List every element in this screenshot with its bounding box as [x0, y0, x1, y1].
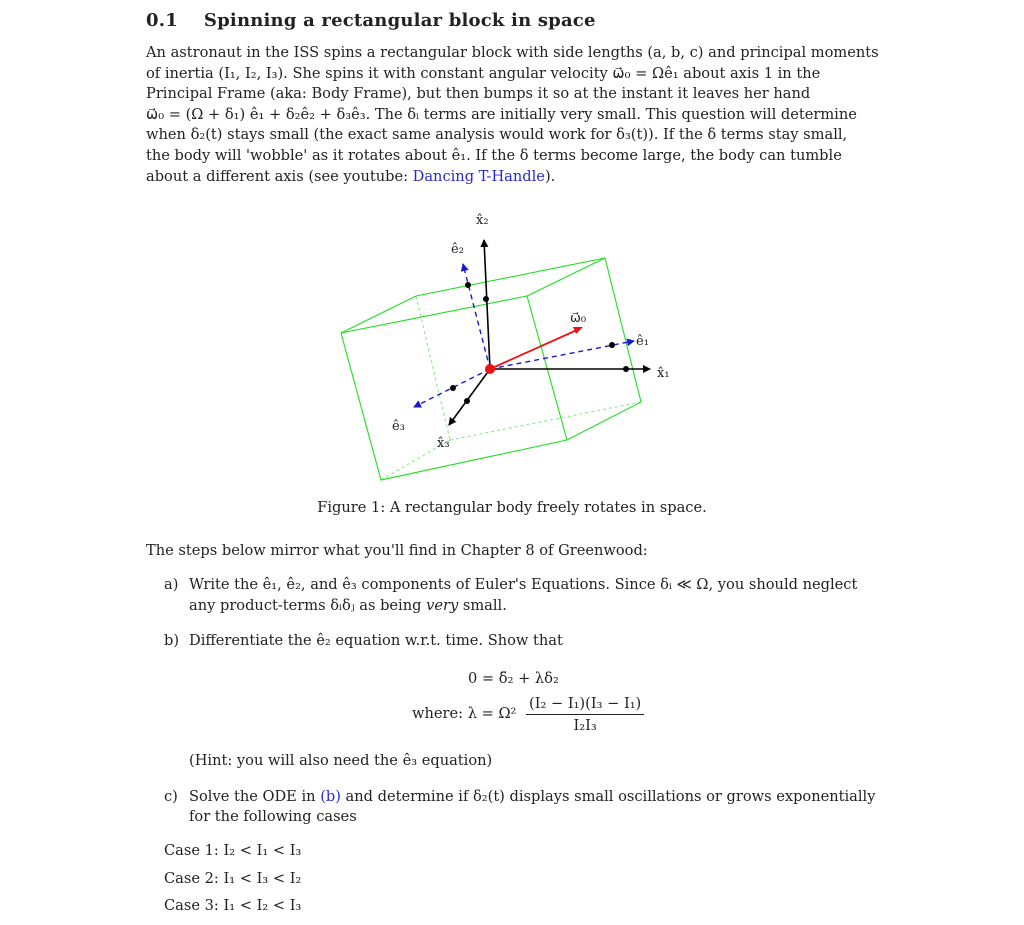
- intro-line: An astronaut in the ISS spins a rectangular block with side lengths (a, b, c) and principal moments: [146, 44, 879, 61]
- intro-line: of inertia (I₁, I₂, I₃). She spins it with constant angular velocity ω⃗₀ = Ωê₁ about axis 1 in the: [146, 64, 821, 82]
- e3-label: ê₃: [392, 419, 405, 434]
- x3-midpoint-dot: [464, 398, 470, 404]
- step-c-line2: for the following cases: [189, 808, 357, 825]
- fraction-numerator: (I₂ − I₁)(I₃ − I₁): [526, 695, 644, 715]
- youtube-link[interactable]: Dancing T-Handle: [412, 167, 545, 185]
- step-b-label: b): [164, 632, 180, 649]
- step-c-line1: [189, 787, 875, 808]
- inertial-axes: [449, 240, 650, 425]
- section-number: 0.1: [146, 10, 178, 31]
- step-c-line1-suffix: and determine if δ₂(t) displays small oscillations or grows exponentially: [340, 788, 876, 805]
- x3-axis: [449, 369, 490, 425]
- equation-lambda-lhs: where: λ = Ω²: [412, 705, 517, 722]
- x1-midpoint-dot: [623, 366, 629, 372]
- intro-line: the body will 'wobble' as it rotates about ê₁. If the δ terms become large, the body can tumble: [146, 146, 842, 164]
- e1-dot: [609, 342, 615, 348]
- intro-line: Principal Frame (aka: Body Frame), but then bumps it so at the instant it leaves her hand: [146, 85, 811, 103]
- step-b-text: Differentiate the ê₂ equation w.r.t. time. Show that: [189, 632, 563, 649]
- step-b-reference-link[interactable]: (b): [320, 788, 341, 805]
- fraction-denominator: I₂I₃: [573, 717, 597, 734]
- x3-label: x̂₃: [437, 436, 450, 451]
- case-3: Case 3: I₁ < I₂ < I₃: [164, 897, 302, 914]
- case-1: Case 1: I₂ < I₁ < I₃: [164, 842, 302, 859]
- steps-intro: The steps below mirror what you'll find in Chapter 8 of Greenwood:: [146, 542, 648, 559]
- intro-last-prefix: about a different axis (see youtube:: [146, 167, 413, 185]
- intro-line: when δ₂(t) stays small (the exact same analysis would work for δ₃(t)). If the δ terms stay small,: [146, 126, 848, 144]
- section-title: Spinning a rectangular block in space: [203, 10, 596, 31]
- e2-label: ê₂: [451, 242, 464, 257]
- x1-label: x̂₁: [657, 366, 670, 381]
- e2-dot: [465, 282, 471, 288]
- step-a-line2-suffix: small.: [458, 597, 507, 614]
- block-top-edge: [527, 258, 605, 296]
- equation-delta2: 0 = δ̈₂ + λδ₂: [468, 670, 559, 687]
- x2-midpoint-dot: [483, 296, 489, 302]
- equation-lambda-fraction: [526, 695, 644, 734]
- e1-label: ê₁: [636, 334, 649, 349]
- step-a-label: a): [164, 576, 179, 593]
- figure-caption: Figure 1: A rectangular body freely rotates in space.: [317, 499, 707, 516]
- step-c-label: c): [164, 788, 178, 805]
- body-axes: [414, 264, 634, 407]
- step-a-emph: very: [426, 597, 459, 614]
- block-hidden-edge: [450, 402, 641, 440]
- step-b-hint: (Hint: you will also need the ê₃ equation): [189, 752, 493, 769]
- omega0-vector: [490, 330, 577, 369]
- step-a-line2-prefix: any product-terms δᵢδⱼ as being: [189, 597, 427, 614]
- omega0-label: ω⃗₀: [570, 311, 587, 326]
- step-c-line1-prefix: Solve the ODE in: [189, 788, 321, 805]
- step-a-line1: Write the ê₁, ê₂, and ê₃ components of Euler's Equations. Since δᵢ ≪ Ω, you should neglect: [189, 576, 858, 593]
- step-a-line2: [189, 596, 507, 617]
- block-back-edges: [341, 258, 641, 440]
- origin-point: [485, 364, 495, 374]
- case-2: Case 2: I₁ < I₃ < I₂: [164, 870, 302, 887]
- intro-line: ω⃗₀ = (Ω + δ₁) ê₁ + δ₂ê₂ + δ₃ê₃. The δᵢ terms are initially very small. This question will determine: [146, 105, 857, 123]
- e3-dot: [450, 385, 456, 391]
- omega0-arrowhead: [573, 327, 583, 334]
- intro-last-suffix: ).: [544, 167, 556, 185]
- x2-label: x̂₂: [476, 213, 489, 228]
